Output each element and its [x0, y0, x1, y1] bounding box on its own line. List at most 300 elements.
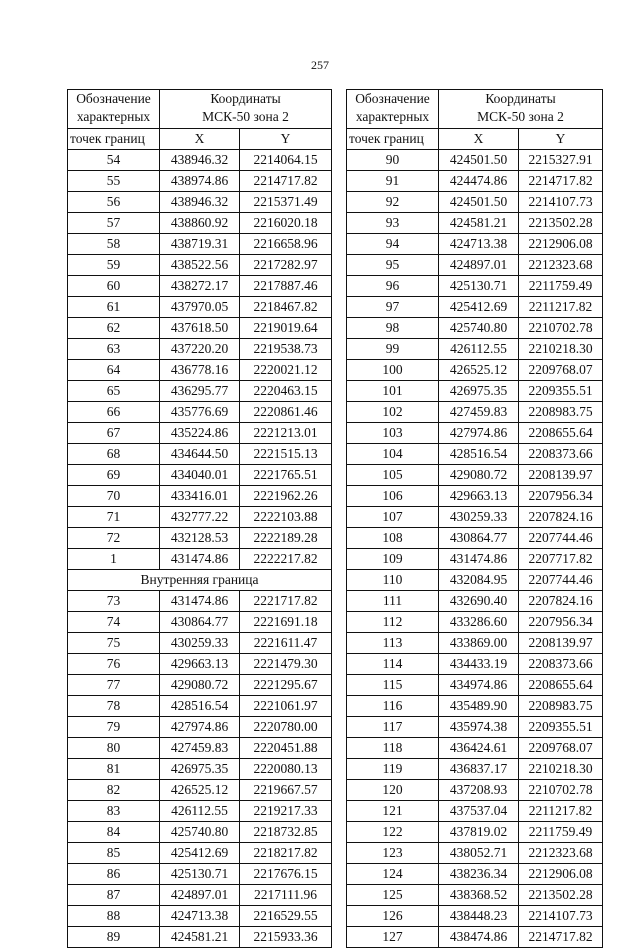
point-number-cell: 91	[347, 171, 439, 192]
table-row	[347, 465, 603, 486]
x-coordinate-cell: 424474.86	[439, 171, 519, 192]
table-row	[347, 360, 603, 381]
y-coordinate-cell: 2221061.97	[240, 696, 332, 717]
table-row	[347, 675, 603, 696]
y-coordinate-cell: 2221479.30	[240, 654, 332, 675]
y-coordinate-cell: 2215933.36	[240, 927, 332, 948]
point-number-cell: 78	[68, 696, 160, 717]
x-coordinate-cell: 428516.54	[439, 444, 519, 465]
point-number-cell: 60	[68, 276, 160, 297]
table-row	[347, 507, 603, 528]
point-number-cell: 96	[347, 276, 439, 297]
y-coordinate-cell: 2222189.28	[240, 528, 332, 549]
y-coordinate-cell: 2210702.78	[519, 318, 603, 339]
x-column-header: X	[160, 129, 240, 150]
point-number-cell: 101	[347, 381, 439, 402]
inner-boundary-heading: Внутренняя граница	[68, 570, 332, 591]
y-coordinate-cell: 2211217.82	[519, 297, 603, 318]
y-coordinate-cell: 2220451.88	[240, 738, 332, 759]
point-number-cell: 94	[347, 234, 439, 255]
x-coordinate-cell: 429080.72	[439, 465, 519, 486]
y-coordinate-cell: 2212906.08	[519, 234, 603, 255]
coordinates-header: Координаты МСК-50 зона 2	[160, 90, 332, 129]
point-number-cell: 112	[347, 612, 439, 633]
table-row	[347, 486, 603, 507]
point-number-cell: 104	[347, 444, 439, 465]
y-coordinate-cell: 2211759.49	[519, 822, 603, 843]
coordinates-header: Координаты МСК-50 зона 2	[439, 90, 603, 129]
point-number-cell: 120	[347, 780, 439, 801]
y-column-header: Y	[519, 129, 603, 150]
table-row	[68, 318, 332, 339]
point-number-cell: 92	[347, 192, 439, 213]
point-number-cell: 67	[68, 423, 160, 444]
y-coordinate-cell: 2208655.64	[519, 423, 603, 444]
x-coordinate-cell: 426112.55	[160, 801, 240, 822]
x-coordinate-cell: 431474.86	[439, 549, 519, 570]
table-row	[68, 360, 332, 381]
table-row	[347, 633, 603, 654]
y-coordinate-cell: 2221213.01	[240, 423, 332, 444]
y-coordinate-cell: 2222103.88	[240, 507, 332, 528]
y-coordinate-cell: 2218732.85	[240, 822, 332, 843]
y-coordinate-cell: 2207956.34	[519, 486, 603, 507]
table-row	[68, 675, 332, 696]
y-coordinate-cell: 2221611.47	[240, 633, 332, 654]
x-coordinate-cell: 429663.13	[439, 486, 519, 507]
table-row	[68, 444, 332, 465]
table-row	[347, 297, 603, 318]
table-row	[347, 843, 603, 864]
x-coordinate-cell: 424713.38	[160, 906, 240, 927]
point-number-cell: 122	[347, 822, 439, 843]
point-number-cell: 125	[347, 885, 439, 906]
x-coordinate-cell: 438272.17	[160, 276, 240, 297]
x-coordinate-cell: 424501.50	[439, 150, 519, 171]
point-number-cell: 77	[68, 675, 160, 696]
x-coordinate-cell: 424713.38	[439, 234, 519, 255]
y-coordinate-cell: 2208373.66	[519, 444, 603, 465]
table-row	[347, 150, 603, 171]
x-coordinate-cell: 438946.32	[160, 192, 240, 213]
x-coordinate-cell: 433869.00	[439, 633, 519, 654]
y-coordinate-cell: 2214717.82	[519, 927, 603, 948]
point-number-cell: 113	[347, 633, 439, 654]
table-row	[68, 507, 332, 528]
y-coordinate-cell: 2208655.64	[519, 675, 603, 696]
point-number-cell: 86	[68, 864, 160, 885]
y-coordinate-cell: 2213502.28	[519, 213, 603, 234]
table-row	[68, 906, 332, 927]
x-coordinate-cell: 434433.19	[439, 654, 519, 675]
x-coordinate-cell: 428516.54	[160, 696, 240, 717]
table-row	[68, 339, 332, 360]
x-coordinate-cell: 432690.40	[439, 591, 519, 612]
table-row	[347, 339, 603, 360]
x-coordinate-cell: 426525.12	[160, 780, 240, 801]
point-number-cell: 95	[347, 255, 439, 276]
table-row	[68, 759, 332, 780]
y-coordinate-cell: 2207824.16	[519, 591, 603, 612]
y-coordinate-cell: 2222217.82	[240, 549, 332, 570]
y-coordinate-cell: 2220080.13	[240, 759, 332, 780]
table-row	[347, 822, 603, 843]
x-coordinate-cell: 425412.69	[439, 297, 519, 318]
table-row	[347, 906, 603, 927]
page-number: 257	[311, 58, 329, 72]
x-coordinate-cell: 438522.56	[160, 255, 240, 276]
y-coordinate-cell: 2217887.46	[240, 276, 332, 297]
y-coordinate-cell: 2214107.73	[519, 192, 603, 213]
x-coordinate-cell: 435974.38	[439, 717, 519, 738]
y-column-header: Y	[240, 129, 332, 150]
table-row	[347, 234, 603, 255]
table-row	[68, 654, 332, 675]
table-row	[347, 171, 603, 192]
y-coordinate-cell: 2212906.08	[519, 864, 603, 885]
point-number-cell: 117	[347, 717, 439, 738]
y-coordinate-cell: 2211217.82	[519, 801, 603, 822]
table-row	[347, 654, 603, 675]
y-coordinate-cell: 2209768.07	[519, 360, 603, 381]
y-coordinate-cell: 2220780.00	[240, 717, 332, 738]
x-coordinate-cell: 425130.71	[160, 864, 240, 885]
point-number-cell: 114	[347, 654, 439, 675]
point-number-cell: 106	[347, 486, 439, 507]
y-coordinate-cell: 2221717.82	[240, 591, 332, 612]
x-coordinate-cell: 437208.93	[439, 780, 519, 801]
y-coordinate-cell: 2210218.30	[519, 759, 603, 780]
table-row	[68, 549, 332, 570]
point-number-cell: 121	[347, 801, 439, 822]
point-number-cell: 56	[68, 192, 160, 213]
table-row	[68, 717, 332, 738]
y-coordinate-cell: 2217282.97	[240, 255, 332, 276]
x-coordinate-cell: 424581.21	[160, 927, 240, 948]
table-row	[68, 234, 332, 255]
point-label-header: Обозначение характерных	[347, 90, 439, 129]
y-coordinate-cell: 2221295.67	[240, 675, 332, 696]
point-number-cell: 88	[68, 906, 160, 927]
point-number-cell: 90	[347, 150, 439, 171]
table-row	[68, 822, 332, 843]
x-coordinate-cell: 426112.55	[439, 339, 519, 360]
x-coordinate-cell: 438946.32	[160, 150, 240, 171]
y-coordinate-cell: 2215327.91	[519, 150, 603, 171]
point-number-cell: 61	[68, 297, 160, 318]
x-coordinate-cell: 430259.33	[160, 633, 240, 654]
table-row	[68, 171, 332, 192]
x-coordinate-cell: 424897.01	[439, 255, 519, 276]
point-number-cell: 119	[347, 759, 439, 780]
x-coordinate-cell: 436424.61	[439, 738, 519, 759]
coordinates-table-left	[67, 89, 332, 948]
x-coordinate-cell: 430864.77	[160, 612, 240, 633]
x-coordinate-cell: 437618.50	[160, 318, 240, 339]
x-coordinate-cell: 431474.86	[160, 591, 240, 612]
x-coordinate-cell: 430864.77	[439, 528, 519, 549]
x-coordinate-cell: 432084.95	[439, 570, 519, 591]
table-row	[347, 318, 603, 339]
point-number-cell: 71	[68, 507, 160, 528]
y-coordinate-cell: 2208983.75	[519, 696, 603, 717]
x-coordinate-cell: 424581.21	[439, 213, 519, 234]
table-row	[68, 801, 332, 822]
point-number-cell: 72	[68, 528, 160, 549]
table-row	[68, 213, 332, 234]
table-row	[68, 465, 332, 486]
table-row	[347, 591, 603, 612]
table-row	[347, 759, 603, 780]
point-number-cell: 70	[68, 486, 160, 507]
x-coordinate-cell: 437220.20	[160, 339, 240, 360]
point-number-cell: 102	[347, 402, 439, 423]
point-number-cell: 110	[347, 570, 439, 591]
table-row	[347, 864, 603, 885]
x-coordinate-cell: 436837.17	[439, 759, 519, 780]
x-coordinate-cell: 432128.53	[160, 528, 240, 549]
x-column-header: X	[439, 129, 519, 150]
point-number-cell: 57	[68, 213, 160, 234]
y-coordinate-cell: 2221691.18	[240, 612, 332, 633]
point-number-cell: 68	[68, 444, 160, 465]
table-row	[68, 738, 332, 759]
point-number-cell: 79	[68, 717, 160, 738]
point-number-cell: 84	[68, 822, 160, 843]
y-coordinate-cell: 2217111.96	[240, 885, 332, 906]
x-coordinate-cell: 427974.86	[160, 717, 240, 738]
x-coordinate-cell: 427459.83	[439, 402, 519, 423]
y-coordinate-cell: 2216529.55	[240, 906, 332, 927]
x-coordinate-cell: 438474.86	[439, 927, 519, 948]
x-coordinate-cell: 438236.34	[439, 864, 519, 885]
table-row	[68, 633, 332, 654]
point-number-cell: 82	[68, 780, 160, 801]
point-number-cell: 75	[68, 633, 160, 654]
y-coordinate-cell: 2214717.82	[240, 171, 332, 192]
y-coordinate-cell: 2207717.82	[519, 549, 603, 570]
table-row	[68, 885, 332, 906]
table-row	[68, 150, 332, 171]
table-row	[68, 402, 332, 423]
y-coordinate-cell: 2213502.28	[519, 885, 603, 906]
x-coordinate-cell: 427974.86	[439, 423, 519, 444]
y-coordinate-cell: 2219217.33	[240, 801, 332, 822]
x-coordinate-cell: 438052.71	[439, 843, 519, 864]
y-coordinate-cell: 2214107.73	[519, 906, 603, 927]
x-coordinate-cell: 438368.52	[439, 885, 519, 906]
point-number-cell: 74	[68, 612, 160, 633]
x-coordinate-cell: 433286.60	[439, 612, 519, 633]
y-coordinate-cell: 2214717.82	[519, 171, 603, 192]
point-number-cell: 126	[347, 906, 439, 927]
table-row	[68, 381, 332, 402]
point-number-cell: 107	[347, 507, 439, 528]
point-number-cell: 97	[347, 297, 439, 318]
x-coordinate-cell: 438448.23	[439, 906, 519, 927]
table-row	[68, 864, 332, 885]
point-number-cell: 66	[68, 402, 160, 423]
point-label-header: Обозначение характерных	[68, 90, 160, 129]
point-number-cell: 1	[68, 549, 160, 570]
point-number-cell: 118	[347, 738, 439, 759]
x-coordinate-cell: 430259.33	[439, 507, 519, 528]
point-number-cell: 98	[347, 318, 439, 339]
table-row	[68, 927, 332, 948]
table-row	[347, 738, 603, 759]
x-coordinate-cell: 438974.86	[160, 171, 240, 192]
x-coordinate-cell: 436295.77	[160, 381, 240, 402]
point-number-cell: 83	[68, 801, 160, 822]
x-coordinate-cell: 438719.31	[160, 234, 240, 255]
table-row	[68, 843, 332, 864]
x-coordinate-cell: 429080.72	[160, 675, 240, 696]
y-coordinate-cell: 2221962.26	[240, 486, 332, 507]
y-coordinate-cell: 2218467.82	[240, 297, 332, 318]
y-coordinate-cell: 2219538.73	[240, 339, 332, 360]
table-row	[347, 801, 603, 822]
y-coordinate-cell: 2220021.12	[240, 360, 332, 381]
y-coordinate-cell: 2212323.68	[519, 255, 603, 276]
y-coordinate-cell: 2208139.97	[519, 633, 603, 654]
point-number-cell: 85	[68, 843, 160, 864]
y-coordinate-cell: 2219667.57	[240, 780, 332, 801]
table-row	[68, 297, 332, 318]
x-coordinate-cell: 431474.86	[160, 549, 240, 570]
y-coordinate-cell: 2214064.15	[240, 150, 332, 171]
x-coordinate-cell: 435489.90	[439, 696, 519, 717]
table-row	[347, 402, 603, 423]
y-coordinate-cell: 2221765.51	[240, 465, 332, 486]
x-coordinate-cell: 425130.71	[439, 276, 519, 297]
point-number-cell: 73	[68, 591, 160, 612]
point-number-cell: 54	[68, 150, 160, 171]
y-coordinate-cell: 2207824.16	[519, 507, 603, 528]
point-number-cell: 109	[347, 549, 439, 570]
x-coordinate-cell: 434644.50	[160, 444, 240, 465]
table-row	[347, 780, 603, 801]
point-number-cell: 103	[347, 423, 439, 444]
table-row	[347, 927, 603, 948]
point-number-cell: 105	[347, 465, 439, 486]
y-coordinate-cell: 2207956.34	[519, 612, 603, 633]
point-number-cell: 99	[347, 339, 439, 360]
point-number-cell: 55	[68, 171, 160, 192]
table-row	[347, 549, 603, 570]
x-coordinate-cell: 435224.86	[160, 423, 240, 444]
x-coordinate-cell: 425412.69	[160, 843, 240, 864]
x-coordinate-cell: 426975.35	[439, 381, 519, 402]
y-coordinate-cell: 2217676.15	[240, 864, 332, 885]
point-number-cell: 63	[68, 339, 160, 360]
y-coordinate-cell: 2218217.82	[240, 843, 332, 864]
y-coordinate-cell: 2221515.13	[240, 444, 332, 465]
table-row	[347, 528, 603, 549]
point-number-cell: 108	[347, 528, 439, 549]
point-number-cell: 124	[347, 864, 439, 885]
x-coordinate-cell: 426975.35	[160, 759, 240, 780]
x-coordinate-cell: 437970.05	[160, 297, 240, 318]
x-coordinate-cell: 424501.50	[439, 192, 519, 213]
point-number-cell: 76	[68, 654, 160, 675]
coordinates-table-right	[346, 89, 603, 948]
x-coordinate-cell: 425740.80	[439, 318, 519, 339]
table-row	[347, 570, 603, 591]
table-row	[347, 255, 603, 276]
table-row	[68, 780, 332, 801]
x-coordinate-cell: 433416.01	[160, 486, 240, 507]
y-coordinate-cell: 2215371.49	[240, 192, 332, 213]
y-coordinate-cell: 2208139.97	[519, 465, 603, 486]
table-row	[68, 255, 332, 276]
point-number-cell: 65	[68, 381, 160, 402]
y-coordinate-cell: 2219019.64	[240, 318, 332, 339]
point-number-cell: 69	[68, 465, 160, 486]
x-coordinate-cell: 437819.02	[439, 822, 519, 843]
table-row	[68, 486, 332, 507]
table-row	[347, 717, 603, 738]
x-coordinate-cell: 438860.92	[160, 213, 240, 234]
point-number-cell: 58	[68, 234, 160, 255]
y-coordinate-cell: 2216020.18	[240, 213, 332, 234]
point-label-header-line3: точек границ	[347, 129, 439, 150]
table-row	[347, 276, 603, 297]
x-coordinate-cell: 429663.13	[160, 654, 240, 675]
table-row	[347, 696, 603, 717]
table-row	[68, 591, 332, 612]
table-row	[68, 696, 332, 717]
point-number-cell: 81	[68, 759, 160, 780]
point-number-cell: 80	[68, 738, 160, 759]
point-number-cell: 111	[347, 591, 439, 612]
point-number-cell: 59	[68, 255, 160, 276]
y-coordinate-cell: 2207744.46	[519, 570, 603, 591]
x-coordinate-cell: 426525.12	[439, 360, 519, 381]
table-row	[347, 444, 603, 465]
point-number-cell: 87	[68, 885, 160, 906]
y-coordinate-cell: 2212323.68	[519, 843, 603, 864]
y-coordinate-cell: 2220463.15	[240, 381, 332, 402]
y-coordinate-cell: 2216658.96	[240, 234, 332, 255]
table-row	[68, 276, 332, 297]
table-row	[347, 423, 603, 444]
y-coordinate-cell: 2207744.46	[519, 528, 603, 549]
x-coordinate-cell: 436778.16	[160, 360, 240, 381]
table-row	[68, 528, 332, 549]
y-coordinate-cell: 2209355.51	[519, 381, 603, 402]
table-row	[347, 192, 603, 213]
y-coordinate-cell: 2210702.78	[519, 780, 603, 801]
point-number-cell: 64	[68, 360, 160, 381]
point-number-cell: 116	[347, 696, 439, 717]
y-coordinate-cell: 2209355.51	[519, 717, 603, 738]
table-row	[347, 885, 603, 906]
x-coordinate-cell: 434974.86	[439, 675, 519, 696]
y-coordinate-cell: 2220861.46	[240, 402, 332, 423]
x-coordinate-cell: 435776.69	[160, 402, 240, 423]
x-coordinate-cell: 432777.22	[160, 507, 240, 528]
point-label-header-line3: точек границ	[68, 129, 160, 150]
point-number-cell: 100	[347, 360, 439, 381]
point-number-cell: 123	[347, 843, 439, 864]
x-coordinate-cell: 424897.01	[160, 885, 240, 906]
x-coordinate-cell: 437537.04	[439, 801, 519, 822]
table-row	[347, 381, 603, 402]
table-row	[68, 423, 332, 444]
y-coordinate-cell: 2209768.07	[519, 738, 603, 759]
point-number-cell: 89	[68, 927, 160, 948]
point-number-cell: 127	[347, 927, 439, 948]
